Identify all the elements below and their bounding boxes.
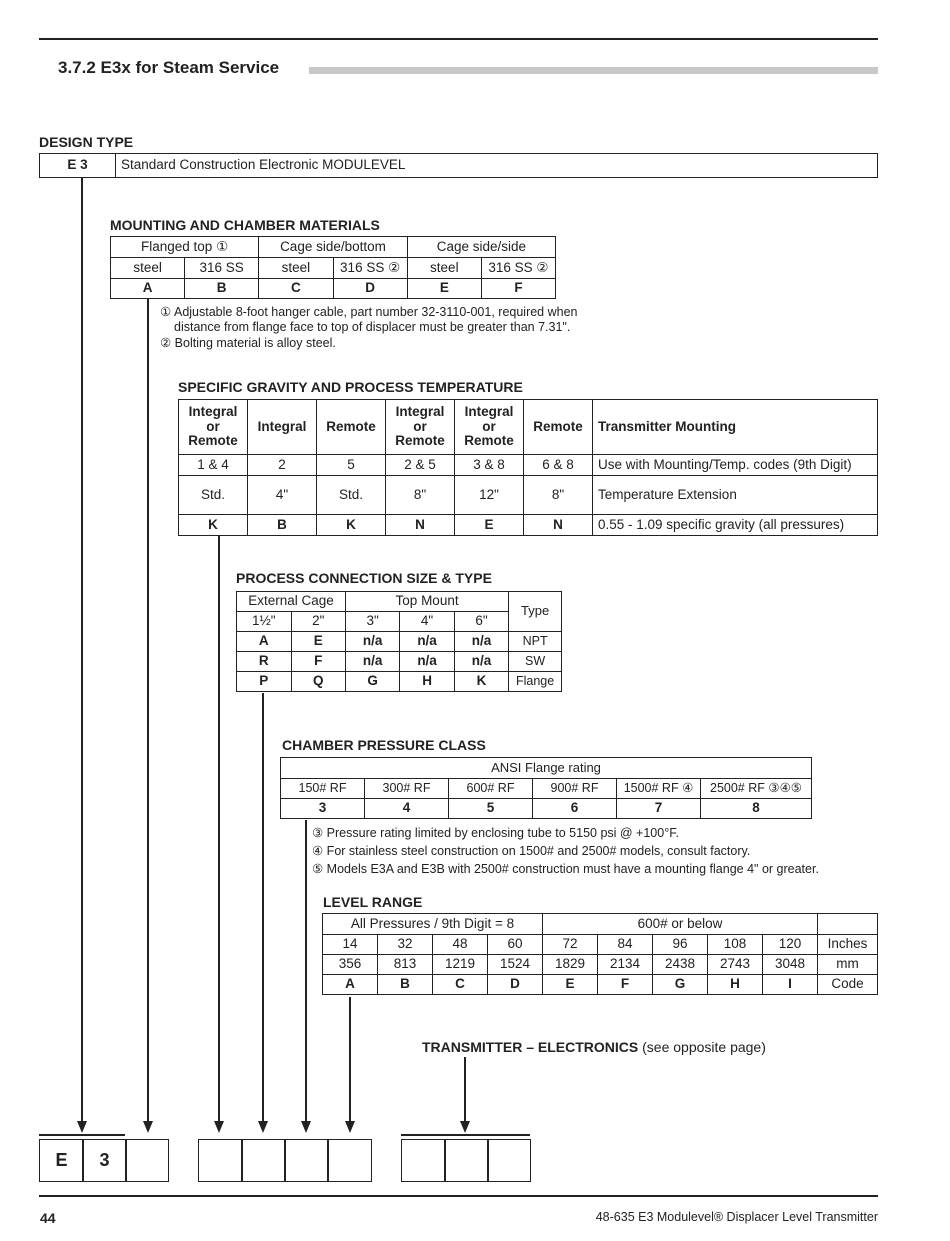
gravity-header: Remote <box>317 400 386 455</box>
level-heading: LEVEL RANGE <box>323 894 423 910</box>
level-code: E <box>543 975 598 995</box>
gravity-cell: 6 & 8 <box>524 455 593 476</box>
level-inches: 48 <box>433 935 488 955</box>
model-box <box>401 1139 446 1182</box>
mounting-group: Cage side/side <box>407 237 555 258</box>
gravity-cell: 8" <box>386 476 455 515</box>
mounting-code: F <box>481 279 555 299</box>
pressure-heading: CHAMBER PRESSURE CLASS <box>282 737 486 753</box>
mounting-material: 316 SS ② <box>481 258 555 279</box>
mounting-note: distance from flange face to top of displacer must be greater than 7.31". <box>174 320 571 334</box>
title-bar <box>309 67 878 74</box>
level-code: F <box>598 975 653 995</box>
gravity-row-label: Temperature Extension <box>593 476 878 515</box>
box-group-rule <box>401 1134 530 1136</box>
gravity-code: K <box>179 515 248 536</box>
gravity-header: Integral or Remote <box>179 400 248 455</box>
gravity-label-header: Transmitter Mounting <box>593 400 878 455</box>
model-box: 3 <box>82 1139 127 1182</box>
gravity-cell: 1 & 4 <box>179 455 248 476</box>
level-row-label: mm <box>818 955 878 975</box>
level-inches: 84 <box>598 935 653 955</box>
pressure-code: 8 <box>701 799 812 819</box>
mounting-code: C <box>259 279 333 299</box>
gravity-row-label: 0.55 - 1.09 specific gravity (all pressures) <box>593 515 878 536</box>
connection-code: n/a <box>400 632 454 652</box>
connector-line <box>305 820 307 1123</box>
connection-code: n/a <box>345 652 399 672</box>
design-type-table <box>39 153 878 178</box>
arrow-down-icon <box>345 1121 355 1133</box>
mounting-note: ① Adjustable 8-foot hanger cable, part number 32-3110-001, required when <box>160 305 578 319</box>
connector-line <box>464 1057 466 1123</box>
connector-line <box>147 299 149 1123</box>
mounting-code: A <box>111 279 185 299</box>
mounting-group: Flanged top ① <box>111 237 259 258</box>
connection-group: External Cage <box>237 592 346 612</box>
level-inches: 60 <box>488 935 543 955</box>
connector-line <box>349 997 351 1123</box>
level-mm: 813 <box>378 955 433 975</box>
gravity-row-label: Use with Mounting/Temp. codes (9th Digit) <box>593 455 878 476</box>
gravity-header: Integral or Remote <box>455 400 524 455</box>
connection-code: R <box>237 652 292 672</box>
level-group: 600# or below <box>543 914 818 935</box>
level-inches: 72 <box>543 935 598 955</box>
mounting-note: ② Bolting material is alloy steel. <box>160 336 336 350</box>
gravity-cell: 3 & 8 <box>455 455 524 476</box>
pressure-note: ③ Pressure rating limited by enclosing tube to 5150 psi @ +100°F. <box>312 826 679 840</box>
mounting-code: E <box>407 279 481 299</box>
arrow-down-icon <box>301 1121 311 1133</box>
connection-size: 1½" <box>237 612 292 632</box>
level-table <box>322 913 878 995</box>
level-group: All Pressures / 9th Digit = 8 <box>323 914 543 935</box>
pressure-note: ⑤ Models E3A and E3B with 2500# construction must have a mounting flange 4" or greater. <box>312 862 819 876</box>
connection-code: P <box>237 672 292 692</box>
model-box: E <box>39 1139 84 1182</box>
connection-type: NPT <box>509 632 562 652</box>
level-mm: 1524 <box>488 955 543 975</box>
level-code: C <box>433 975 488 995</box>
connection-code: n/a <box>454 632 508 652</box>
level-inches: 96 <box>653 935 708 955</box>
connection-size: 2" <box>291 612 345 632</box>
gravity-code: E <box>455 515 524 536</box>
mounting-material: steel <box>111 258 185 279</box>
model-box <box>444 1139 489 1182</box>
footer-rule <box>39 1195 878 1197</box>
gravity-cell: Std. <box>179 476 248 515</box>
model-box <box>198 1139 243 1182</box>
level-inches: 120 <box>763 935 818 955</box>
pressure-group: ANSI Flange rating <box>281 758 812 779</box>
mounting-code: D <box>333 279 407 299</box>
gravity-cell: 2 <box>248 455 317 476</box>
level-mm: 2438 <box>653 955 708 975</box>
mounting-material: 316 SS <box>185 258 259 279</box>
mounting-heading: MOUNTING AND CHAMBER MATERIALS <box>110 217 380 233</box>
level-code: B <box>378 975 433 995</box>
gravity-code: K <box>317 515 386 536</box>
pressure-rating: 150# RF <box>281 779 365 799</box>
top-rule <box>39 38 878 40</box>
design-type-heading: DESIGN TYPE <box>39 134 134 150</box>
mounting-group: Cage side/bottom <box>259 237 408 258</box>
pressure-code: 3 <box>281 799 365 819</box>
connector-line <box>262 693 264 1123</box>
connector-line <box>218 536 220 1123</box>
model-box <box>284 1139 329 1182</box>
level-inches: 108 <box>708 935 763 955</box>
level-code: I <box>763 975 818 995</box>
connection-code: Q <box>291 672 345 692</box>
gravity-cell: 5 <box>317 455 386 476</box>
level-code: G <box>653 975 708 995</box>
gravity-header: Integral or Remote <box>386 400 455 455</box>
arrow-down-icon <box>258 1121 268 1133</box>
box-group-rule <box>39 1134 125 1136</box>
connection-table <box>236 591 562 692</box>
pressure-note: ④ For stainless steel construction on 1500# and 2500# models, consult factory. <box>312 844 751 858</box>
level-code: A <box>323 975 378 995</box>
connector-line <box>81 178 83 1123</box>
model-box <box>241 1139 286 1182</box>
level-code: D <box>488 975 543 995</box>
level-mm: 1219 <box>433 955 488 975</box>
pressure-rating: 2500# RF ③④⑤ <box>701 779 812 799</box>
gravity-code: N <box>524 515 593 536</box>
pressure-code: 6 <box>533 799 617 819</box>
connection-code: n/a <box>400 652 454 672</box>
section-title: 3.7.2 E3x for Steam Service <box>58 58 280 77</box>
connection-code: K <box>454 672 508 692</box>
design-type-desc: Standard Construction Electronic MODULEVEL <box>116 154 878 178</box>
arrow-down-icon <box>460 1121 470 1133</box>
gravity-cell: Std. <box>317 476 386 515</box>
pressure-rating: 900# RF <box>533 779 617 799</box>
connection-size: 3" <box>345 612 399 632</box>
gravity-heading: SPECIFIC GRAVITY AND PROCESS TEMPERATURE <box>178 379 523 395</box>
level-row-label: Code <box>818 975 878 995</box>
pressure-code: 5 <box>449 799 533 819</box>
gravity-cell: 2 & 5 <box>386 455 455 476</box>
connection-group: Top Mount <box>345 592 508 612</box>
model-box <box>125 1139 169 1182</box>
connection-code: A <box>237 632 292 652</box>
mounting-material: steel <box>259 258 333 279</box>
arrow-down-icon <box>143 1121 153 1133</box>
design-type-code: E 3 <box>40 154 116 178</box>
pressure-rating: 600# RF <box>449 779 533 799</box>
page-number: 44 <box>40 1210 56 1226</box>
connection-code: n/a <box>454 652 508 672</box>
level-group-blank <box>818 914 878 935</box>
connection-type-header: Type <box>509 592 562 632</box>
connection-type: SW <box>509 652 562 672</box>
level-inches: 14 <box>323 935 378 955</box>
mounting-code: B <box>185 279 259 299</box>
level-inches: 32 <box>378 935 433 955</box>
mounting-material: 316 SS ② <box>333 258 407 279</box>
model-box <box>487 1139 531 1182</box>
gravity-cell: 12" <box>455 476 524 515</box>
model-box <box>327 1139 372 1182</box>
level-mm: 2134 <box>598 955 653 975</box>
gravity-cell: 4" <box>248 476 317 515</box>
doc-title: 48-635 E3 Modulevel® Displacer Level Transmitter <box>595 1210 878 1224</box>
gravity-header: Remote <box>524 400 593 455</box>
level-code: H <box>708 975 763 995</box>
arrow-down-icon <box>214 1121 224 1133</box>
gravity-code: B <box>248 515 317 536</box>
connection-code: H <box>400 672 454 692</box>
gravity-code: N <box>386 515 455 536</box>
level-mm: 356 <box>323 955 378 975</box>
mounting-material: steel <box>407 258 481 279</box>
gravity-cell: 8" <box>524 476 593 515</box>
mounting-table <box>110 236 556 299</box>
connection-code: G <box>345 672 399 692</box>
level-mm: 3048 <box>763 955 818 975</box>
connection-size: 6" <box>454 612 508 632</box>
level-mm: 2743 <box>708 955 763 975</box>
connection-heading: PROCESS CONNECTION SIZE & TYPE <box>236 570 492 586</box>
pressure-rating: 1500# RF ④ <box>617 779 701 799</box>
level-mm: 1829 <box>543 955 598 975</box>
pressure-code: 4 <box>365 799 449 819</box>
level-row-label: Inches <box>818 935 878 955</box>
connection-code: F <box>291 652 345 672</box>
arrow-down-icon <box>77 1121 87 1133</box>
connection-size: 4" <box>400 612 454 632</box>
connection-type: Flange <box>509 672 562 692</box>
connection-code: E <box>291 632 345 652</box>
gravity-header: Integral <box>248 400 317 455</box>
pressure-code: 7 <box>617 799 701 819</box>
pressure-rating: 300# RF <box>365 779 449 799</box>
transmitter-label: TRANSMITTER – ELECTRONICS (see opposite page) <box>422 1039 766 1055</box>
gravity-table <box>178 399 878 536</box>
pressure-table <box>280 757 812 819</box>
connection-code: n/a <box>345 632 399 652</box>
